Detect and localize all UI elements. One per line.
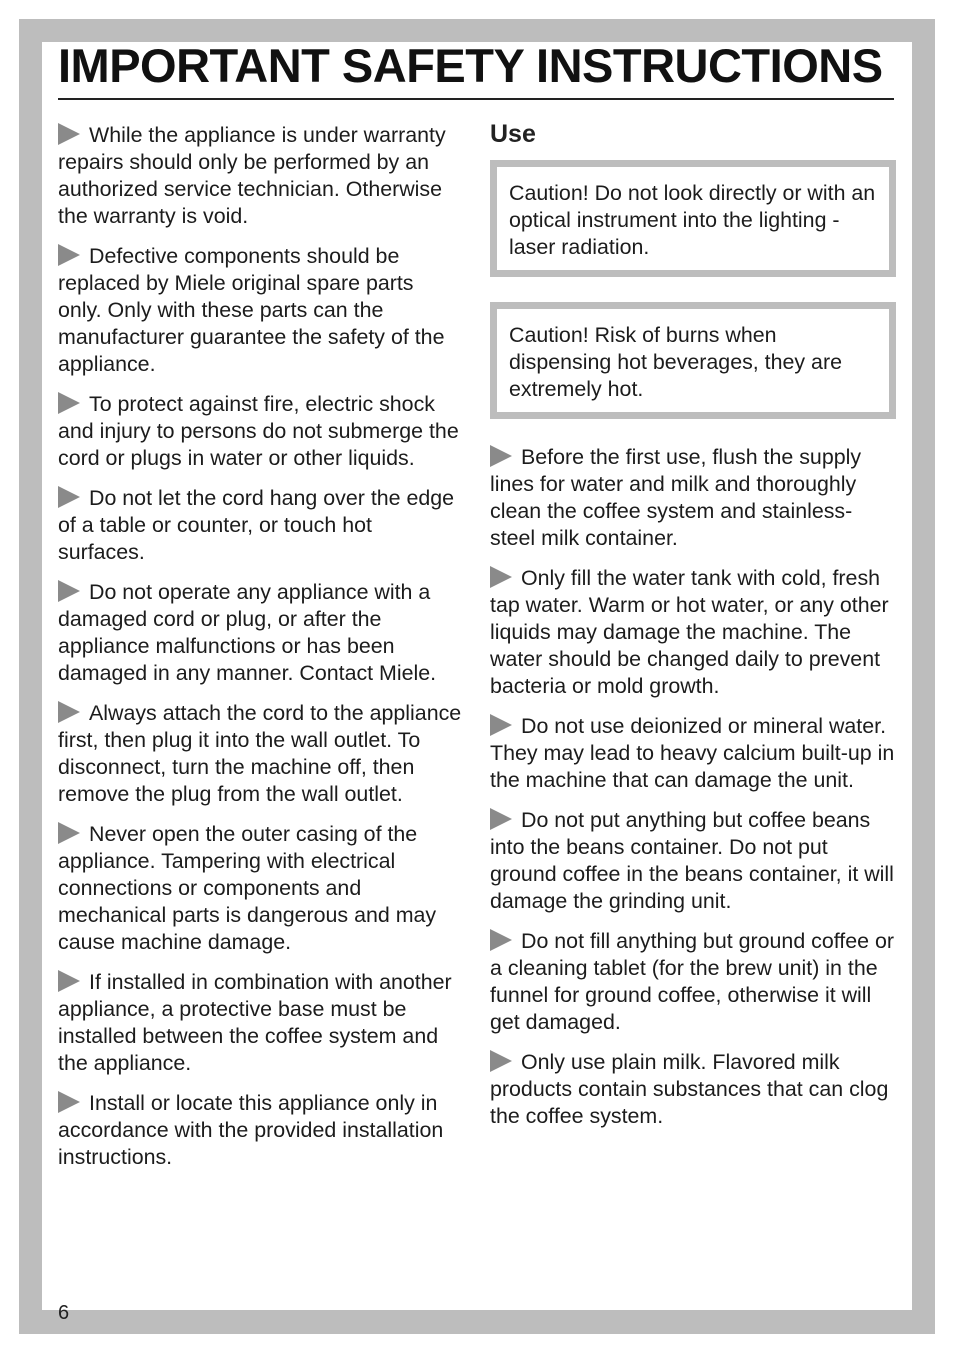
- safety-item-text: Do not let the cord hang over the edge of a table or counter, or touch hot surfaces.: [58, 486, 455, 564]
- title-rule: [58, 98, 894, 100]
- caution-text: Caution! Do not look directly or with an optical instrument into the lighting - laser radiation.: [509, 181, 876, 259]
- arrow-bullet-icon: [58, 244, 80, 266]
- safety-item: [58, 700, 462, 808]
- usage-item: [490, 444, 896, 552]
- right-column: [490, 118, 896, 1143]
- arrow-bullet-icon: [490, 808, 512, 830]
- caution-box-laser: [490, 160, 896, 277]
- usage-item-text: Only use plain milk. Flavored milk products contain substances that can clog the coffee system.: [490, 1050, 889, 1128]
- safety-item: [58, 122, 462, 230]
- page-title: IMPORTANT SAFETY INSTRUCTIONS: [58, 39, 883, 92]
- page-number: 6: [58, 1302, 70, 1324]
- arrow-bullet-icon: [58, 392, 80, 414]
- usage-item-text: Do not use deionized or mineral water. They may lead to heavy calcium built-up in the machine that can damage the unit.: [490, 714, 895, 792]
- safety-item-text: While the appliance is under warranty repairs should only be performed by an authorized service technician. Otherwise the warranty is void.: [58, 123, 446, 228]
- safety-item-text: Install or locate this appliance only in accordance with the provided installation instructions.: [58, 1091, 444, 1169]
- safety-item: [58, 1090, 462, 1171]
- section-heading-use: Use: [490, 120, 536, 148]
- arrow-bullet-icon: [58, 1091, 80, 1113]
- usage-item-text: Do not fill anything but ground coffee or a cleaning tablet (for the brew unit) in the funnel for ground coffee, otherwise it will get damaged.: [490, 929, 894, 1034]
- arrow-bullet-icon: [490, 566, 512, 588]
- usage-item: [490, 713, 896, 794]
- arrow-bullet-icon: [490, 445, 512, 467]
- caution-box-burns: [490, 302, 896, 419]
- arrow-bullet-icon: [58, 486, 80, 508]
- usage-item: [490, 928, 896, 1036]
- usage-item-text: Do not put anything but coffee beans into the beans container. Do not put ground coffee in the beans container, it will damage the grinding unit.: [490, 808, 894, 913]
- left-column: [58, 122, 462, 1184]
- arrow-bullet-icon: [58, 701, 80, 723]
- safety-item: [58, 579, 462, 687]
- usage-item-text: Only fill the water tank with cold, fresh tap water. Warm or hot water, or any other liquids may damage the machine. The water should be changed daily to prevent bacteria or mold growth.: [490, 566, 889, 698]
- arrow-bullet-icon: [58, 580, 80, 602]
- safety-item: [58, 391, 462, 472]
- arrow-bullet-icon: [490, 1050, 512, 1072]
- safety-item-text: Defective components should be replaced by Miele original spare parts only. Only with these parts can the manufacturer guarantee the safety of the appliance.: [58, 244, 445, 376]
- arrow-bullet-icon: [490, 714, 512, 736]
- usage-item: [490, 1049, 896, 1130]
- caution-text: Caution! Risk of burns when dispensing hot beverages, they are extremely hot.: [509, 323, 842, 401]
- safety-item: [58, 821, 462, 956]
- arrow-bullet-icon: [58, 970, 80, 992]
- usage-item-text: Before the first use, flush the supply lines for water and milk and thoroughly clean the coffee system and stainless-steel milk container.: [490, 445, 862, 550]
- safety-item: [58, 243, 462, 378]
- safety-item: [58, 485, 462, 566]
- arrow-bullet-icon: [58, 822, 80, 844]
- safety-item-text: If installed in combination with another appliance, a protective base must be installed between the coffee system and the appliance.: [58, 970, 452, 1075]
- safety-item-text: To protect against fire, electric shock and injury to persons do not submerge the cord or plugs in water or other liquids.: [58, 392, 459, 470]
- safety-item-text: Never open the outer casing of the appliance. Tampering with electrical connections or components and mechanical parts is dangerous and may cause machine damage.: [58, 822, 437, 954]
- arrow-bullet-icon: [490, 929, 512, 951]
- safety-item-text: Always attach the cord to the appliance first, then plug it into the wall outlet. To disconnect, turn the machine off, then remove the plug from the wall outlet.: [58, 701, 462, 806]
- usage-item: [490, 807, 896, 915]
- usage-item: [490, 565, 896, 700]
- safety-item-text: Do not operate any appliance with a damaged cord or plug, or after the appliance malfunctions or has been damaged in any manner. Contact Miele.: [58, 580, 437, 685]
- safety-item: [58, 969, 462, 1077]
- arrow-bullet-icon: [58, 123, 80, 145]
